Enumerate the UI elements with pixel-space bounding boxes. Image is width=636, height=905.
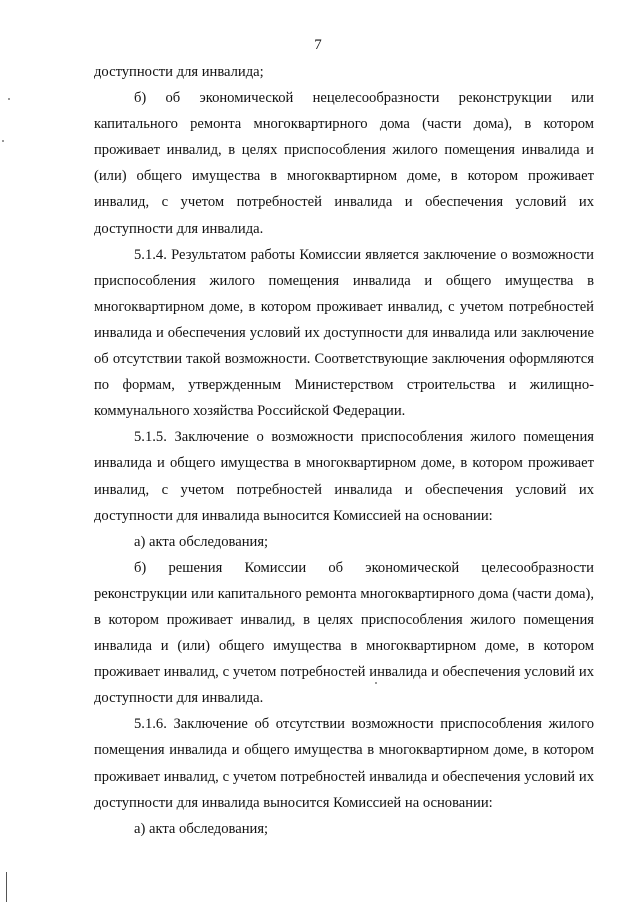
scan-edge-mark <box>6 872 7 902</box>
scan-speck <box>8 98 10 100</box>
document-body <box>94 59 594 842</box>
paragraph-5-1-6: 5.1.6. Заключение об отсутствии возможности приспособления жилого помещения инвалида и общего имущества в многоквартирном доме, в котором проживает инвалид, с учетом потребностей инвалида и обеспечения условий их доступности для инвалида выносится Комиссией на основании: <box>94 716 594 811</box>
paragraph-5-1-5: 5.1.5. Заключение о возможности приспособления жилого помещения инвалида и общего имущества в многоквартирном доме, в котором проживает инвалид, с учетом потребностей инвалида и обеспечения условий их доступности для инвалида выносится Комиссией на основании: <box>94 429 594 524</box>
paragraph-item-b-commission-decision: б) решения Комиссии об экономической целесообразности реконструкции или капитального ремонта многоквартирного дома (части дома), в котором проживает инвалид, в целях приспособления жилого помещения инвалида и (или) общего имущества в многоквартирном доме, в котором проживает инвалид, с учетом потребностей инвалида и обеспечения условий их доступности для инвалида. <box>94 559 594 707</box>
paragraph-item-b-economic-inexpediency: б) об экономической нецелесообразности реконструкции или капитального ремонта многоквартирного дома (части дома), в котором проживает инвалид, в целях приспособления жилого помещения инвалида и (или) общего имущества в многоквартирном доме, в котором проживает инвалид, с учетом потребностей инвалида и обеспечения условий их доступности для инвалида. <box>94 90 594 237</box>
paragraph-continuation: доступности для инвалида; <box>94 64 264 80</box>
paragraph-item-a-inspection-act: а) акта обследования; <box>134 533 269 550</box>
paragraph-item-a-inspection-act-2: а) акта обследования; <box>134 820 269 837</box>
scan-speck <box>375 682 377 684</box>
scan-speck <box>2 140 4 142</box>
page-number: 7 <box>314 37 322 53</box>
paragraph-5-1-4: 5.1.4. Результатом работы Комиссии является заключение о возможности приспособления жилого помещения инвалида и общего имущества в многоквартирном доме, в котором проживает инвалид, с учетом потребностей инвалида и обеспечения условий их доступности для инвалида или заключение об отсутствии такой возможности. Соответствующие заключения оформляются по формам, утвержденным Министерством строительства и жилищно-коммунального хозяйства Российской Федерации. <box>94 246 594 420</box>
